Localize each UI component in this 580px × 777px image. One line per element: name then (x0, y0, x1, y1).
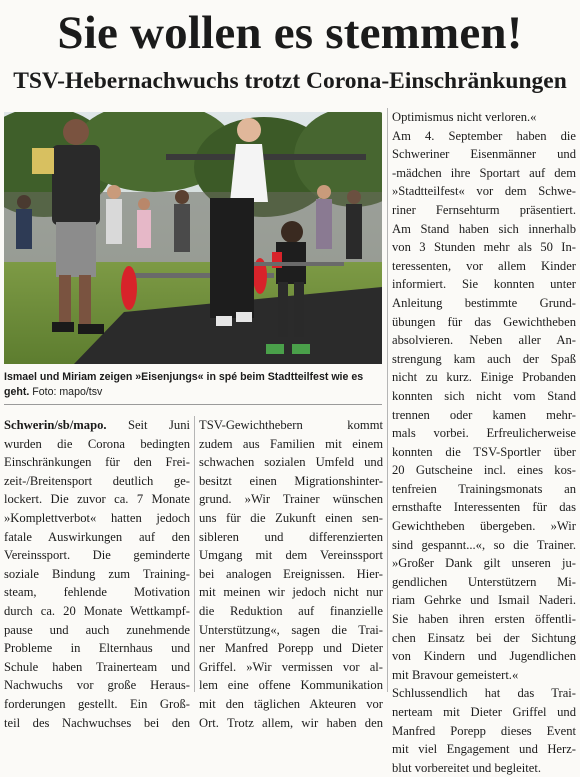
article-line: bei analogen Ereignissen. Hier- (199, 566, 383, 581)
article-line: mit viel Engagement und Herz- (392, 742, 576, 757)
article-line: teressenten, vor allem Kinder (392, 258, 576, 273)
article-line: grund. »Wir Trainer wünschen (199, 492, 383, 507)
article-photo (4, 112, 382, 364)
article-line: Probleme in Elternhaus und (4, 641, 190, 656)
article-line: Unterstützung«, sagen die Trai- (199, 622, 383, 637)
article-line: -mädchen ihre Sportart auf dem (392, 165, 576, 180)
article-line: Nachwuchs vor große Heraus- (4, 678, 190, 693)
article-line: schwachen sozialen Umfeld und (199, 455, 383, 470)
caption-text: Ismael und Miriam zeigen »Eisenjungs« in spé beim Stadtteilfest wie es geht. (4, 371, 364, 398)
article-line: Am Stand haben sich innerhalb (392, 221, 576, 236)
article-line: strengung kam auch der Spaß (392, 351, 576, 366)
article-line: riner Fernsehturm präsentiert. (392, 202, 576, 217)
article-line: konnten sich nicht vom Stand (392, 388, 576, 403)
article-line: von 3 Stunden mehr als 50 In- (392, 240, 576, 255)
article-line: uns für die Zukunft einen sen- (199, 510, 383, 525)
article-line: TSV-Gewichthebern kommt (199, 418, 383, 432)
article-line: die Reduktion auf finanzielle (199, 603, 383, 618)
article-line: 20 Gutscheine incl. eines kos- (392, 463, 576, 478)
photo-caption (4, 370, 384, 400)
article-line: nerteam mit Dieter Griffel und (392, 705, 576, 719)
article-line: sibleren und differenzierten (199, 529, 383, 544)
article-line: wurden die Corona bedingten (4, 436, 190, 451)
article-line: »Stadtteilfest« vor dem Schwe- (392, 184, 576, 199)
article-line: übungen für das Gewichtheben (392, 314, 576, 329)
article-line: von Kindern und Jugendlichen (392, 649, 576, 664)
article-line: nicht zu kurz. Einige Probanden (392, 370, 576, 385)
article-line: konnten die TSV-Sportler über (392, 444, 576, 459)
article-line: chen Einsatz bei der Sichtung (392, 630, 576, 645)
article-line: Schlussendlich hat das Trai- (392, 686, 576, 701)
article-line: ernsthafte Interessenten für das (392, 500, 576, 515)
article-line: lem eine offene Kommunikation (199, 678, 383, 693)
article-line: zeit-/Breitensport deutlich ge- (4, 473, 190, 488)
caption-rule (4, 404, 382, 405)
article-line: trennen oder kamen mehr- (392, 407, 576, 422)
dateline: Schwerin/sb/mapo. (4, 418, 107, 432)
article-line: Umgang mit dem Vereinssport (199, 548, 383, 563)
article-line: Anleitung bestimmte Grund- (392, 295, 576, 310)
article-line: Griffel. »Wir vermissen vor al- (199, 659, 383, 674)
article-line: blut vorbereitet und begleitet. (392, 760, 541, 775)
article-line: Einschränkungen für den Frei- (4, 455, 190, 470)
article-column-1 (4, 416, 190, 732)
article-line: soziale Bindung zum Training- (4, 566, 190, 581)
article-line: Schule haben Trainerteam und (4, 659, 190, 674)
column-divider (194, 416, 195, 692)
article-line: Manfred Porepp dieses Event (392, 723, 576, 738)
article-line: Optimismus nicht verloren.« (392, 110, 537, 124)
article-line: Schwerin/sb/mapo. Seit Juni (4, 418, 190, 432)
article-line: zudem aus Familien mit einem (199, 436, 383, 451)
article-line: »Großer Dank gilt unseren ju- (392, 556, 576, 571)
article-line: Am 4. September haben die (392, 128, 576, 143)
article-line: fatale Auswirkungen auf den (4, 529, 190, 544)
article-line: absolvieren. Neben aller An- (392, 333, 576, 348)
article-line: Ort. Trotz allem, wir haben den (199, 715, 383, 730)
column-divider (387, 108, 388, 692)
article-line: riam Gehrke und Ismail Naderi. (392, 593, 576, 608)
article-line: mals vorbei. Erfreulicherweise (392, 426, 576, 441)
article-line: informiert. Sie konnten unter (392, 277, 576, 292)
article-line: mit meinen wir jedoch nicht nur (199, 585, 383, 600)
article-line: durch ca. 20 Monate Wettkampf- (4, 603, 190, 618)
article-line: forderungen gestellt. Ein Groß- (4, 696, 190, 711)
article-line: steam, fehlende Motivation (4, 585, 190, 600)
headline: Sie wollen es stemmen! (57, 7, 523, 59)
article-line: Schweriner Eisenmänner und (392, 147, 576, 162)
article-line: sind gespannt...«, so die Trainer. (392, 537, 576, 552)
article-line: gendlichen Unterstützern Mi- (392, 574, 576, 589)
subheadline: TSV-Hebernachwuchs trotzt Corona-Einschränkungen (13, 68, 567, 94)
article-line: Gewichtheben übergeben. »Wir (392, 519, 576, 534)
article-line: mit Bravour gemeistert.« (392, 667, 519, 682)
article-line: »Komplettverbot« hatten jedoch (4, 510, 190, 525)
article-column-3 (392, 108, 576, 777)
article-column-2 (199, 416, 383, 732)
article-line: pause und auch zunehmende (4, 622, 190, 637)
photo-credit: Foto: mapo/tsv (32, 386, 103, 398)
article-line: ner Manfred Porepp und Dieter (199, 641, 383, 656)
article-line: lockert. Die zuvor ca. 7 Monate (4, 492, 190, 507)
article-line: tenfreien Trainingsmonats an (392, 481, 576, 496)
article-line: Vereinssport. Die geminderte (4, 548, 190, 563)
article-line: mit den täglichen Akteuren vor (199, 696, 383, 711)
article-line: Sie haben ihren ersten öffentli- (392, 612, 576, 627)
article-line: teil des Nachwuchses bei den (4, 715, 190, 730)
article-line: besitzt einen Migrationshinter- (199, 473, 383, 488)
